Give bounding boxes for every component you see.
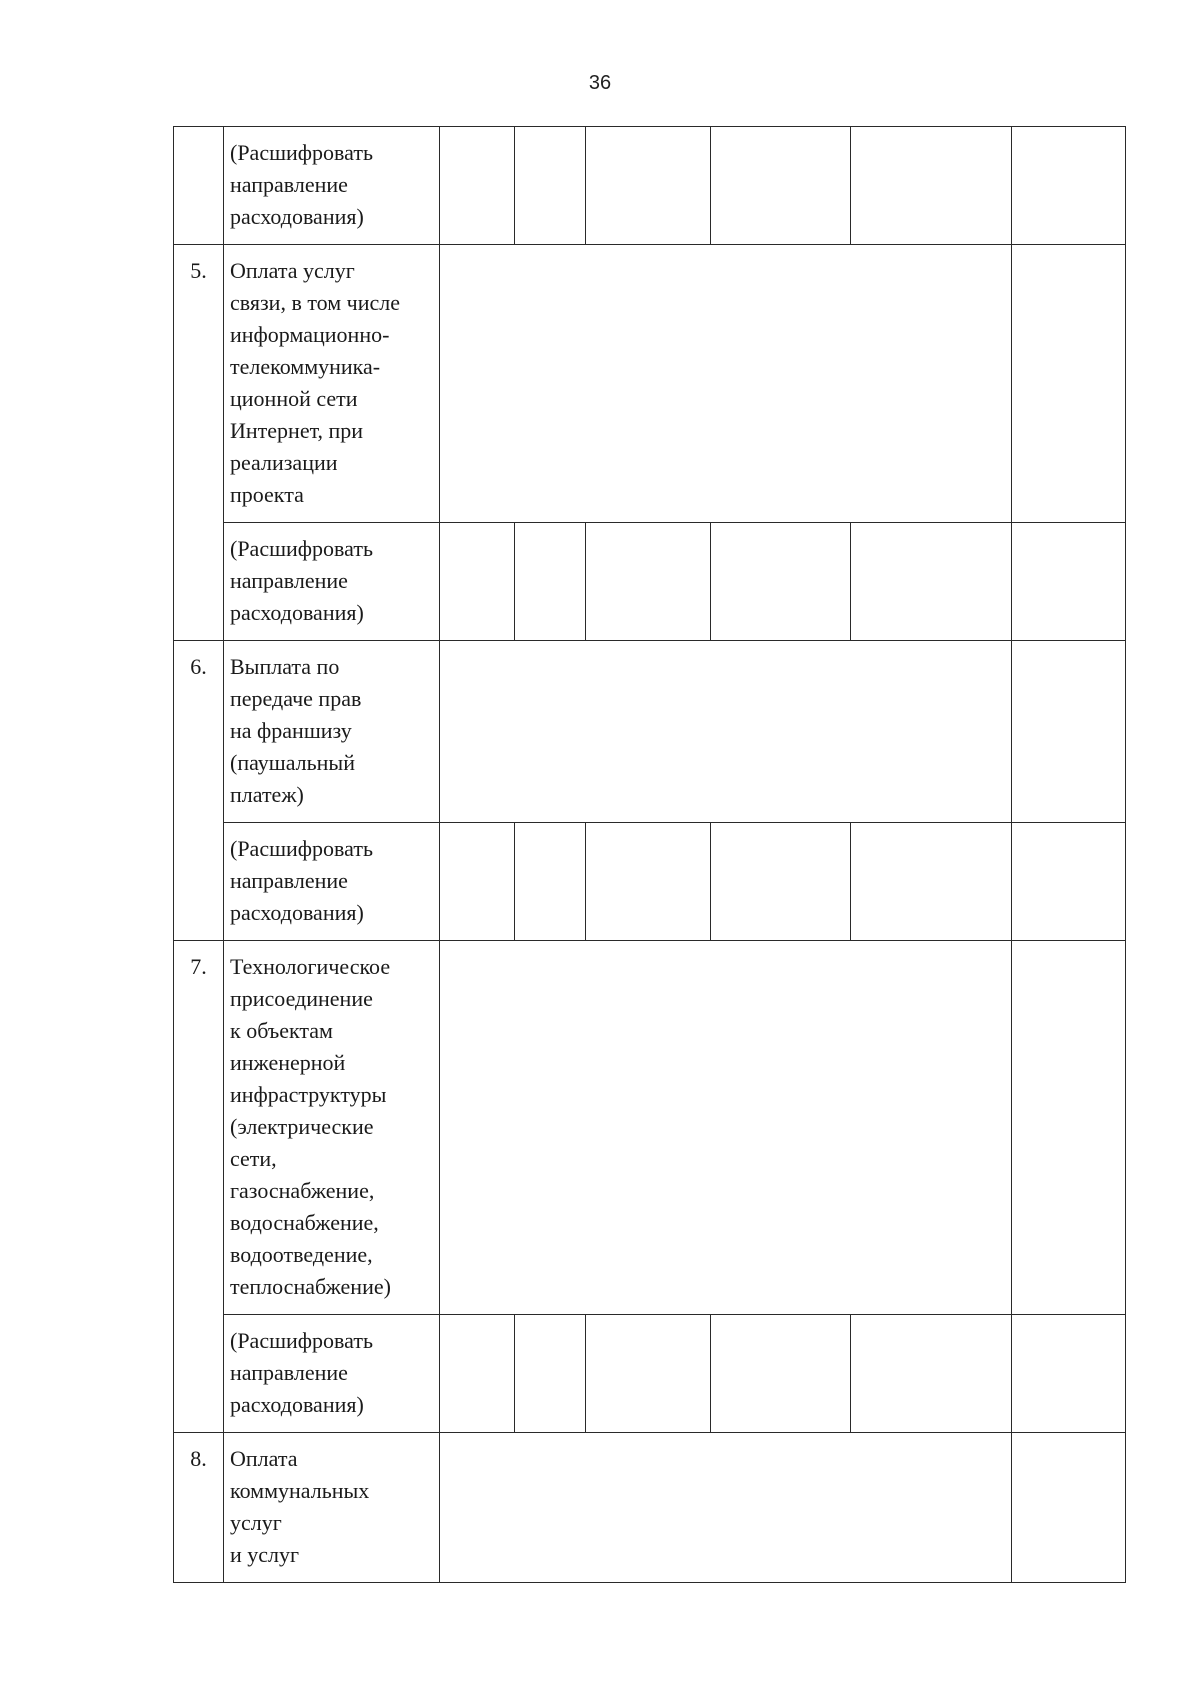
total-cell xyxy=(1012,523,1126,641)
value-cell xyxy=(515,523,586,641)
label-line: на франшизу xyxy=(230,718,352,743)
value-cell xyxy=(440,823,515,941)
label-line: расходования) xyxy=(230,600,364,625)
label-line: инженерной xyxy=(230,1050,346,1075)
label-line: расходования) xyxy=(230,1392,364,1417)
label-line: присоединение xyxy=(230,986,373,1011)
label-line: водоснабжение, xyxy=(230,1210,379,1235)
total-cell xyxy=(1012,1315,1126,1433)
label-line: водоотведение, xyxy=(230,1242,373,1267)
table-row xyxy=(174,127,1126,245)
label-line: информационно- xyxy=(230,322,390,347)
value-cell xyxy=(515,823,586,941)
label-line: теплоснабжение) xyxy=(230,1274,391,1299)
label-line: к объектам xyxy=(230,1018,333,1043)
label-line: (Расшифровать xyxy=(230,1328,373,1353)
label-line: направление xyxy=(230,568,348,593)
table-row xyxy=(174,1433,1126,1583)
row-number-cell: 8. xyxy=(174,1433,224,1583)
label-line: инфраструктуры xyxy=(230,1082,387,1107)
label-line: связи, в том числе xyxy=(230,290,401,315)
value-cell xyxy=(711,127,851,245)
total-cell xyxy=(1012,127,1126,245)
row-label-cell xyxy=(224,941,440,1315)
row-label-cell xyxy=(224,127,440,245)
value-cell xyxy=(440,127,515,245)
merged-value-cell xyxy=(440,641,1012,823)
label-line: (паушальный xyxy=(230,750,355,775)
row-number-cell xyxy=(174,127,224,245)
row-number-cell: 7. xyxy=(174,941,224,1433)
label-line: направление xyxy=(230,172,348,197)
row-label-cell xyxy=(224,641,440,823)
merged-value-cell xyxy=(440,245,1012,523)
label-line: реализации xyxy=(230,450,338,475)
value-cell xyxy=(586,523,711,641)
row-label-cell xyxy=(224,245,440,523)
table-row xyxy=(174,1315,1126,1433)
table-row xyxy=(174,245,1126,523)
merged-value-cell xyxy=(440,1433,1012,1583)
total-cell xyxy=(1012,823,1126,941)
value-cell xyxy=(851,127,1012,245)
row-number-cell: 5. xyxy=(174,245,224,641)
value-cell xyxy=(711,1315,851,1433)
value-cell xyxy=(711,823,851,941)
table-row xyxy=(174,941,1126,1315)
label-line: расходования) xyxy=(230,900,364,925)
row-label-cell xyxy=(224,523,440,641)
label-line: расходования) xyxy=(230,204,364,229)
table-row xyxy=(174,523,1126,641)
label-line: Технологическое xyxy=(230,954,391,979)
expense-table xyxy=(173,126,1126,1583)
label-line: Интернет, при xyxy=(230,418,364,443)
label-line: передаче прав xyxy=(230,686,362,711)
row-label-cell xyxy=(224,1433,440,1583)
label-line: коммунальных xyxy=(230,1478,370,1503)
row-number-cell: 6. xyxy=(174,641,224,941)
label-line: Оплата услуг xyxy=(230,258,355,283)
label-line: и услуг xyxy=(230,1542,300,1567)
label-line: (Расшифровать xyxy=(230,836,373,861)
label-line: проекта xyxy=(230,482,304,507)
value-cell xyxy=(440,1315,515,1433)
total-cell xyxy=(1012,1433,1126,1583)
label-line: (Расшифровать xyxy=(230,536,373,561)
row-label-cell xyxy=(224,823,440,941)
label-line: газоснабжение, xyxy=(230,1178,375,1203)
value-cell xyxy=(515,127,586,245)
label-line: платеж) xyxy=(230,782,304,807)
value-cell xyxy=(851,1315,1012,1433)
table-row xyxy=(174,641,1126,823)
label-line: телекоммуника- xyxy=(230,354,381,379)
value-cell xyxy=(586,127,711,245)
label-line: ционной сети xyxy=(230,386,358,411)
value-cell xyxy=(586,1315,711,1433)
label-line: Оплата xyxy=(230,1446,298,1471)
label-line: направление xyxy=(230,1360,348,1385)
row-label-cell xyxy=(224,1315,440,1433)
label-line: (электрические xyxy=(230,1114,374,1139)
label-line: услуг xyxy=(230,1510,282,1535)
label-line: сети, xyxy=(230,1146,277,1171)
value-cell xyxy=(711,523,851,641)
value-cell xyxy=(515,1315,586,1433)
page-number: 36 xyxy=(588,72,612,94)
value-cell xyxy=(851,523,1012,641)
total-cell xyxy=(1012,941,1126,1315)
label-line: направление xyxy=(230,868,348,893)
merged-value-cell xyxy=(440,941,1012,1315)
label-line: Выплата по xyxy=(230,654,340,679)
value-cell xyxy=(440,523,515,641)
table-row xyxy=(174,823,1126,941)
label-line: (Расшифровать xyxy=(230,140,373,165)
value-cell xyxy=(851,823,1012,941)
value-cell xyxy=(586,823,711,941)
total-cell xyxy=(1012,245,1126,523)
total-cell xyxy=(1012,641,1126,823)
